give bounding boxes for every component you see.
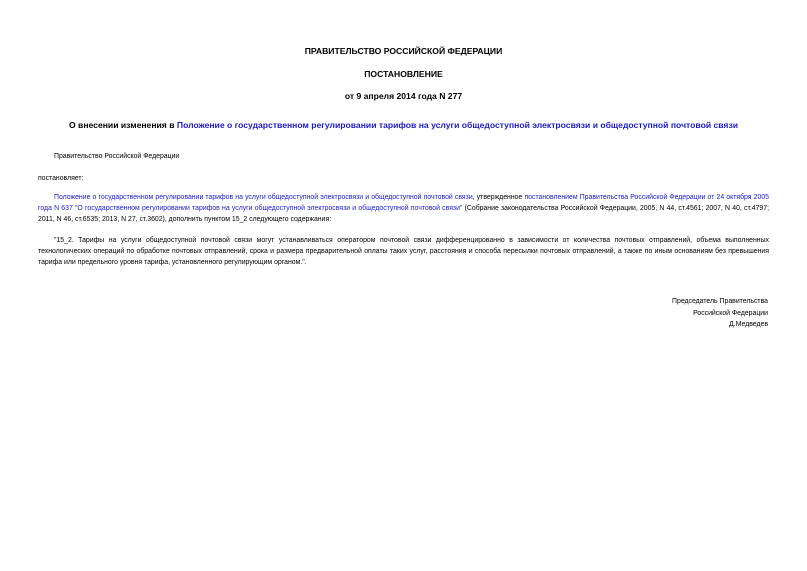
main-text-1: , утвержденное: [472, 194, 525, 201]
decrees-paragraph: постановляет:: [38, 175, 84, 182]
signature-position: Председатель Правительства: [672, 298, 768, 305]
issuer-paragraph: Правительство Российской Федерации: [54, 153, 180, 160]
main-text-2: (Собрание законодательства Российской Федерации, 2005, N 44, ст.4561; 2007, N 40, ст.4797; 2011, N 46, ст.6535; 2013, N 27, ст.3602), дополнить пунктом 15_2 следующего содержания:: [38, 205, 769, 223]
regulation-link[interactable]: Положение о государственном регулировании тарифов на услуги общедоступной электросвязи и общедоступной почтовой связи: [54, 194, 473, 201]
signature-organization: Российской Федерации: [693, 309, 768, 317]
signature-name: Д.Медведев: [729, 321, 768, 328]
main-paragraph: [38, 192, 769, 225]
document-type-heading: ПОСТАНОВЛЕНИЕ: [364, 69, 443, 79]
signature-block: [672, 296, 768, 331]
government-heading: ПРАВИТЕЛЬСТВО РОССИЙСКОЙ ФЕДЕРАЦИИ: [304, 46, 503, 56]
document-date-number: от 9 апреля 2014 года N 277: [344, 91, 463, 101]
title-prefix: О внесении изменения в: [68, 120, 177, 130]
decree-637-link[interactable]: постановлением Правительства Российской Федерации от 24 октября 2005 года N 637 "О государственном регулировании тарифов на услуги общедоступной электросвязи и общедоступной почтовой связи": [38, 194, 769, 212]
document-title: [40, 120, 767, 131]
title-regulation-link[interactable]: Положение о государственном регулировании тарифов на услуги общедоступной электросвязи и общедоступной почтовой связи: [176, 120, 739, 130]
amendment-quote-paragraph: "15_2. Тарифы на услуги общедоступной почтовой связи могут устанавливаться оператором почтовой связи дифференцированно в зависимости от количества почтовых отправлений, объема выполненных технологических операций по обработке почтовых отправлений, срока и размера предварительной оплаты таких услуг, расстояния и способа пересылки почтовых отправлений, а также по иным основаниям без превышения тарифа или предельного уровня тарифа, установленного регулирующим органом.".: [38, 237, 769, 266]
